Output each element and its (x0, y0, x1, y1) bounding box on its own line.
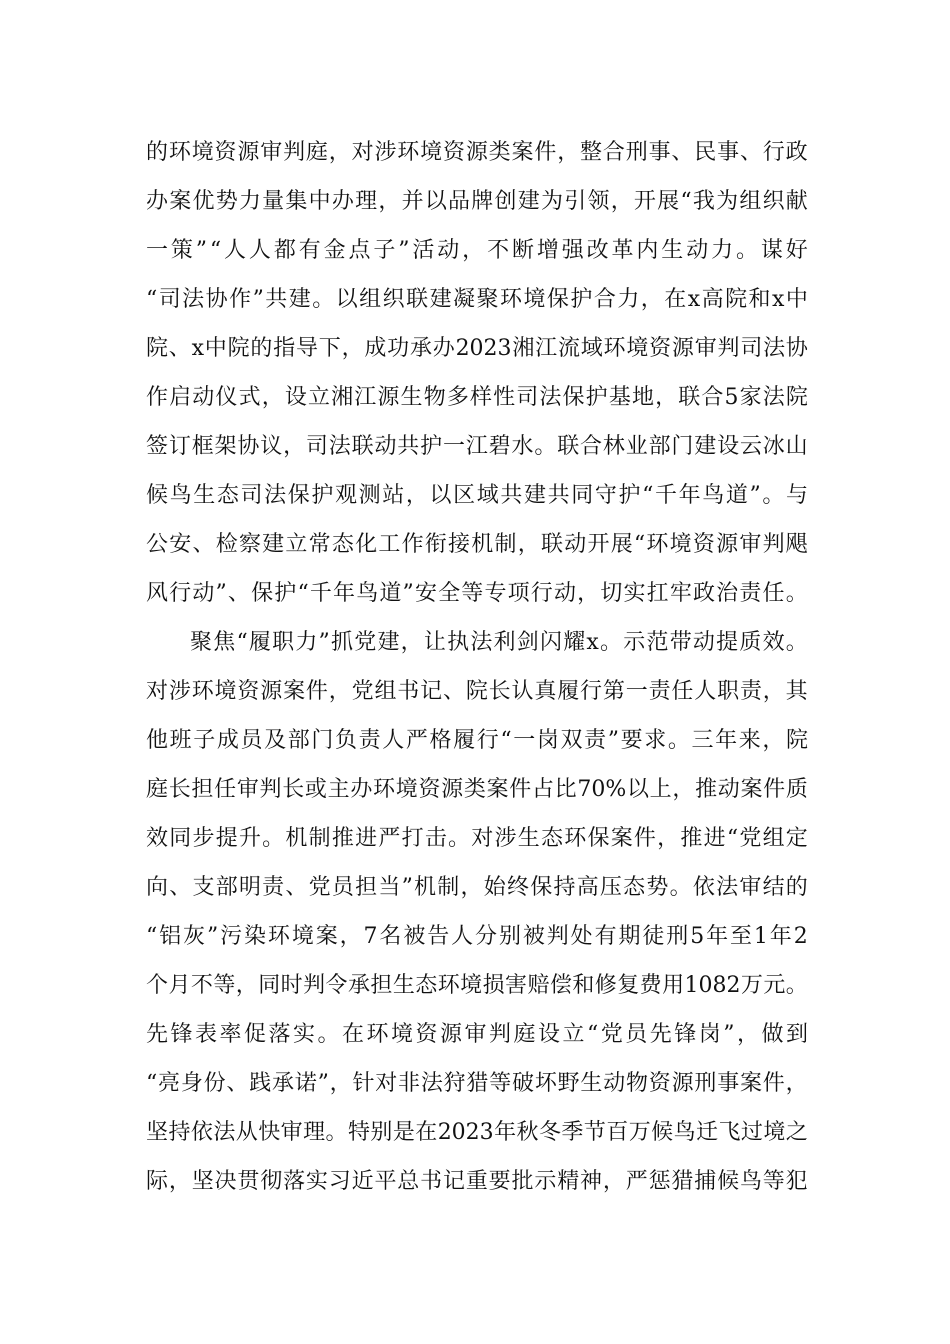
text-line: “ 亮 身 份 、 践 承 诺 ” ， 针 对 非 法 狩 猎 等 破 坏 野 生 动 物 资 源 刑 事 案 件 ， (146, 1071, 808, 1096)
text-line: 个 月 不 等 ， 同 时 判 令 承 担 生 态 环 境 损 害 赔 偿 和 修 复 费 用 1082 万 元 。 (146, 973, 808, 998)
text-line: 作 启 动 仪 式 ， 设 立 湘 江 源 生 物 多 样 性 司 法 保 护 基 地 ， 联 合 5 家 法 院 (146, 385, 808, 410)
text-line: 对 涉 环 境 资 源 案 件 ， 党 组 书 记 、 院 长 认 真 履 行 第 一 责 任 人 职 责 ， 其 (146, 679, 808, 704)
text-line: 风 行 动 ” 、 保 护 “ 千 年 鸟 道 ” 安 全 等 专 项 行 动 ， 切 实 扛 牢 政 治 责 任 。 (146, 581, 808, 606)
text-line: “ 司 法 协 作 ” 共 建 。 以 组 织 联 建 凝 聚 环 境 保 护 合 力 ， 在 x 高 院 和 x 中 (146, 287, 808, 312)
text-line: 际 ， 坚 决 贯 彻 落 实 习 近 平 总 书 记 重 要 批 示 精 神 ， 严 惩 猎 捕 候 鸟 等 犯 (146, 1169, 808, 1194)
text-line: 聚 焦 “ 履 职 力 ” 抓 党 建 ， 让 执 法 利 剑 闪 耀 x 。 示 范 带 动 提 质 效 。 (190, 630, 808, 655)
text-line: 向 、 支 部 明 责 、 党 员 担 当 ” 机 制 ， 始 终 保 持 高 压 态 势 。 依 法 审 结 的 (146, 875, 808, 900)
text-line: 办 案 优 势 力 量 集 中 办 理 ， 并 以 品 牌 创 建 为 引 领 ， 开 展 “ 我 为 组 织 献 (146, 189, 808, 214)
text-line: 庭 长 担 任 审 判 长 或 主 办 环 境 资 源 类 案 件 占 比 70% 以 上 ， 推 动 案 件 质 (146, 777, 808, 802)
body-text (146, 128, 808, 1206)
text-line: 的 环 境 资 源 审 判 庭 ， 对 涉 环 境 资 源 类 案 件 ， 整 合 刑 事 、 民 事 、 行 政 (146, 140, 808, 165)
text-line: 坚 持 依 法 从 快 审 理 。 特 别 是 在 2023 年 秋 冬 季 节 百 万 候 鸟 迁 飞 过 境 之 (146, 1120, 808, 1145)
text-line: 院 、 x 中 院 的 指 导 下 ， 成 功 承 办 2023 湘 江 流 域 环 境 资 源 审 判 司 法 协 (146, 336, 808, 361)
text-line: 他 班 子 成 员 及 部 门 负 责 人 严 格 履 行 “ 一 岗 双 责 ” 要 求 。 三 年 来 ， 院 (146, 728, 808, 753)
text-line: 公 安 、 检 察 建 立 常 态 化 工 作 衔 接 机 制 ， 联 动 开 展 “ 环 境 资 源 审 判 飓 (146, 532, 808, 557)
text-line: 效 同 步 提 升 。 机 制 推 进 严 打 击 。 对 涉 生 态 环 保 案 件 ， 推 进 “ 党 组 定 (146, 826, 808, 851)
text-line: 签 订 框 架 协 议 ， 司 法 联 动 共 护 一 江 碧 水 。 联 合 林 业 部 门 建 设 云 冰 山 (146, 434, 808, 459)
text-line: 一 策 ” “ 人 人 都 有 金 点 子 ” 活 动 ， 不 断 增 强 改 革 内 生 动 力 。 谋 好 (146, 238, 808, 263)
text-line: 候 鸟 生 态 司 法 保 护 观 测 站 ， 以 区 域 共 建 共 同 守 护 “ 千 年 鸟 道 ” 。 与 (146, 483, 808, 508)
text-line: “ 铝 灰 ” 污 染 环 境 案 ， 7 名 被 告 人 分 别 被 判 处 有 期 徒 刑 5 年 至 1 年 2 (146, 924, 808, 949)
text-line: 先 锋 表 率 促 落 实 。 在 环 境 资 源 审 判 庭 设 立 “ 党 员 先 锋 岗 ” ， 做 到 (146, 1022, 808, 1047)
